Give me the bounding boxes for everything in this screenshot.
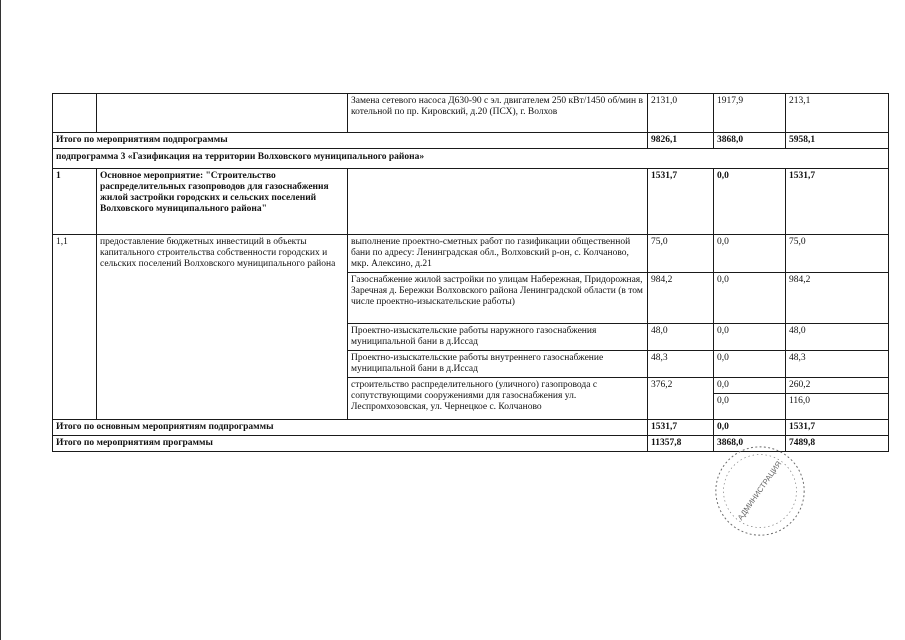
value-cell: 75,0 [648,235,714,273]
value-cell: 0,0 [714,235,786,273]
subprogram-title: подпрограмма 3 «Газификация на территории Волховского муниципального района» [53,149,889,169]
value-cell: 213,1 [786,94,889,133]
total-label: Итого по мероприятиям программы [53,436,648,452]
value-cell: 0,0 [714,394,786,420]
value-cell: 1531,7 [786,169,889,235]
value-cell: 75,0 [786,235,889,273]
value-cell: 1917,9 [714,94,786,133]
value-cell: 0,0 [714,420,786,436]
activity-cell: строительство распределительного (уличного) газопровода с сопутствующими сооружениями для газоснабжения ул. Леспромхозовская, ул. Чернецкое с. Колчаново [348,378,648,420]
row-number: 1 [53,169,97,235]
svg-text:АДМИНИСТРАЦИЯ: АДМИНИСТРАЦИЯ [735,459,784,522]
table-row [53,235,889,273]
program-table [52,93,889,452]
main-activities-total-row [53,420,889,436]
main-activity-row [53,169,889,235]
value-cell: 7489,8 [786,436,889,452]
value-cell: 0,0 [714,169,786,235]
page-edge [0,0,1,640]
value-cell: 376,2 [648,378,714,420]
value-cell: 984,2 [786,273,889,324]
total-label: Итого по мероприятиям подпрограммы [53,133,648,149]
table-row [53,94,889,133]
value-cell: 1531,7 [648,169,714,235]
value-cell: 260,2 [786,378,889,394]
value-cell: 2131,0 [648,94,714,133]
subprogram-total-row [53,133,889,149]
item-title: предоставление бюджетных инвестиций в объекты капитального строительства собственности городских и сельских поселений Волховского муниципального района [97,235,348,420]
value-cell: 0,0 [714,324,786,351]
activity-cell: Замена сетевого насоса Д630-90 с эл. двигателем 250 кВт/1450 об/мин в котельной по пр. Кировский, д.20 (ПСХ), г. Волхов [348,94,648,133]
activity-cell: выполнение проектно-сметных работ по газификации общественной бани по адресу: Ленинградская обл., Волховский р-он, с. Колчаново, мкр. Алексино, д.21 [348,235,648,273]
value-cell: 1531,7 [648,420,714,436]
value-cell: 48,0 [648,324,714,351]
value-cell: 11357,8 [648,436,714,452]
value-cell: 5958,1 [786,133,889,149]
activity-cell: Проектно-изыскательские работы внутреннего газоснабжение муниципальной бани в д.Иссад [348,351,648,378]
activity-cell: Проектно-изыскательские работы наружного газоснабжения муниципальной бани в д.Иссад [348,324,648,351]
value-cell: 0,0 [714,273,786,324]
value-cell: 3868,0 [714,436,786,452]
activity-cell: Газоснабжение жилой застройки по улицам Набережная, Придорожная, Заречная д. Бережки Волховского района Ленинградской области (в том числе проектно-изыскательские работы) [348,273,648,324]
official-seal [712,443,808,539]
total-label: Итого по основным мероприятиям подпрограммы [53,420,648,436]
value-cell: 3868,0 [714,133,786,149]
main-activity-title: Основное мероприятие: "Строительство распределительных газопроводов для газоснабжения жилой застройки городских и сельских поселений Волховского муниципального района" [97,169,348,235]
value-cell: 48,0 [786,324,889,351]
value-cell: 984,2 [648,273,714,324]
subprogram-header-row [53,149,889,169]
value-cell: 1531,7 [786,420,889,436]
value-cell: 0,0 [714,351,786,378]
value-cell: 116,0 [786,394,889,420]
value-cell: 48,3 [786,351,889,378]
value-cell: 48,3 [648,351,714,378]
value-cell: 0,0 [714,378,786,394]
row-number: 1,1 [53,235,97,420]
value-cell: 9826,1 [648,133,714,149]
